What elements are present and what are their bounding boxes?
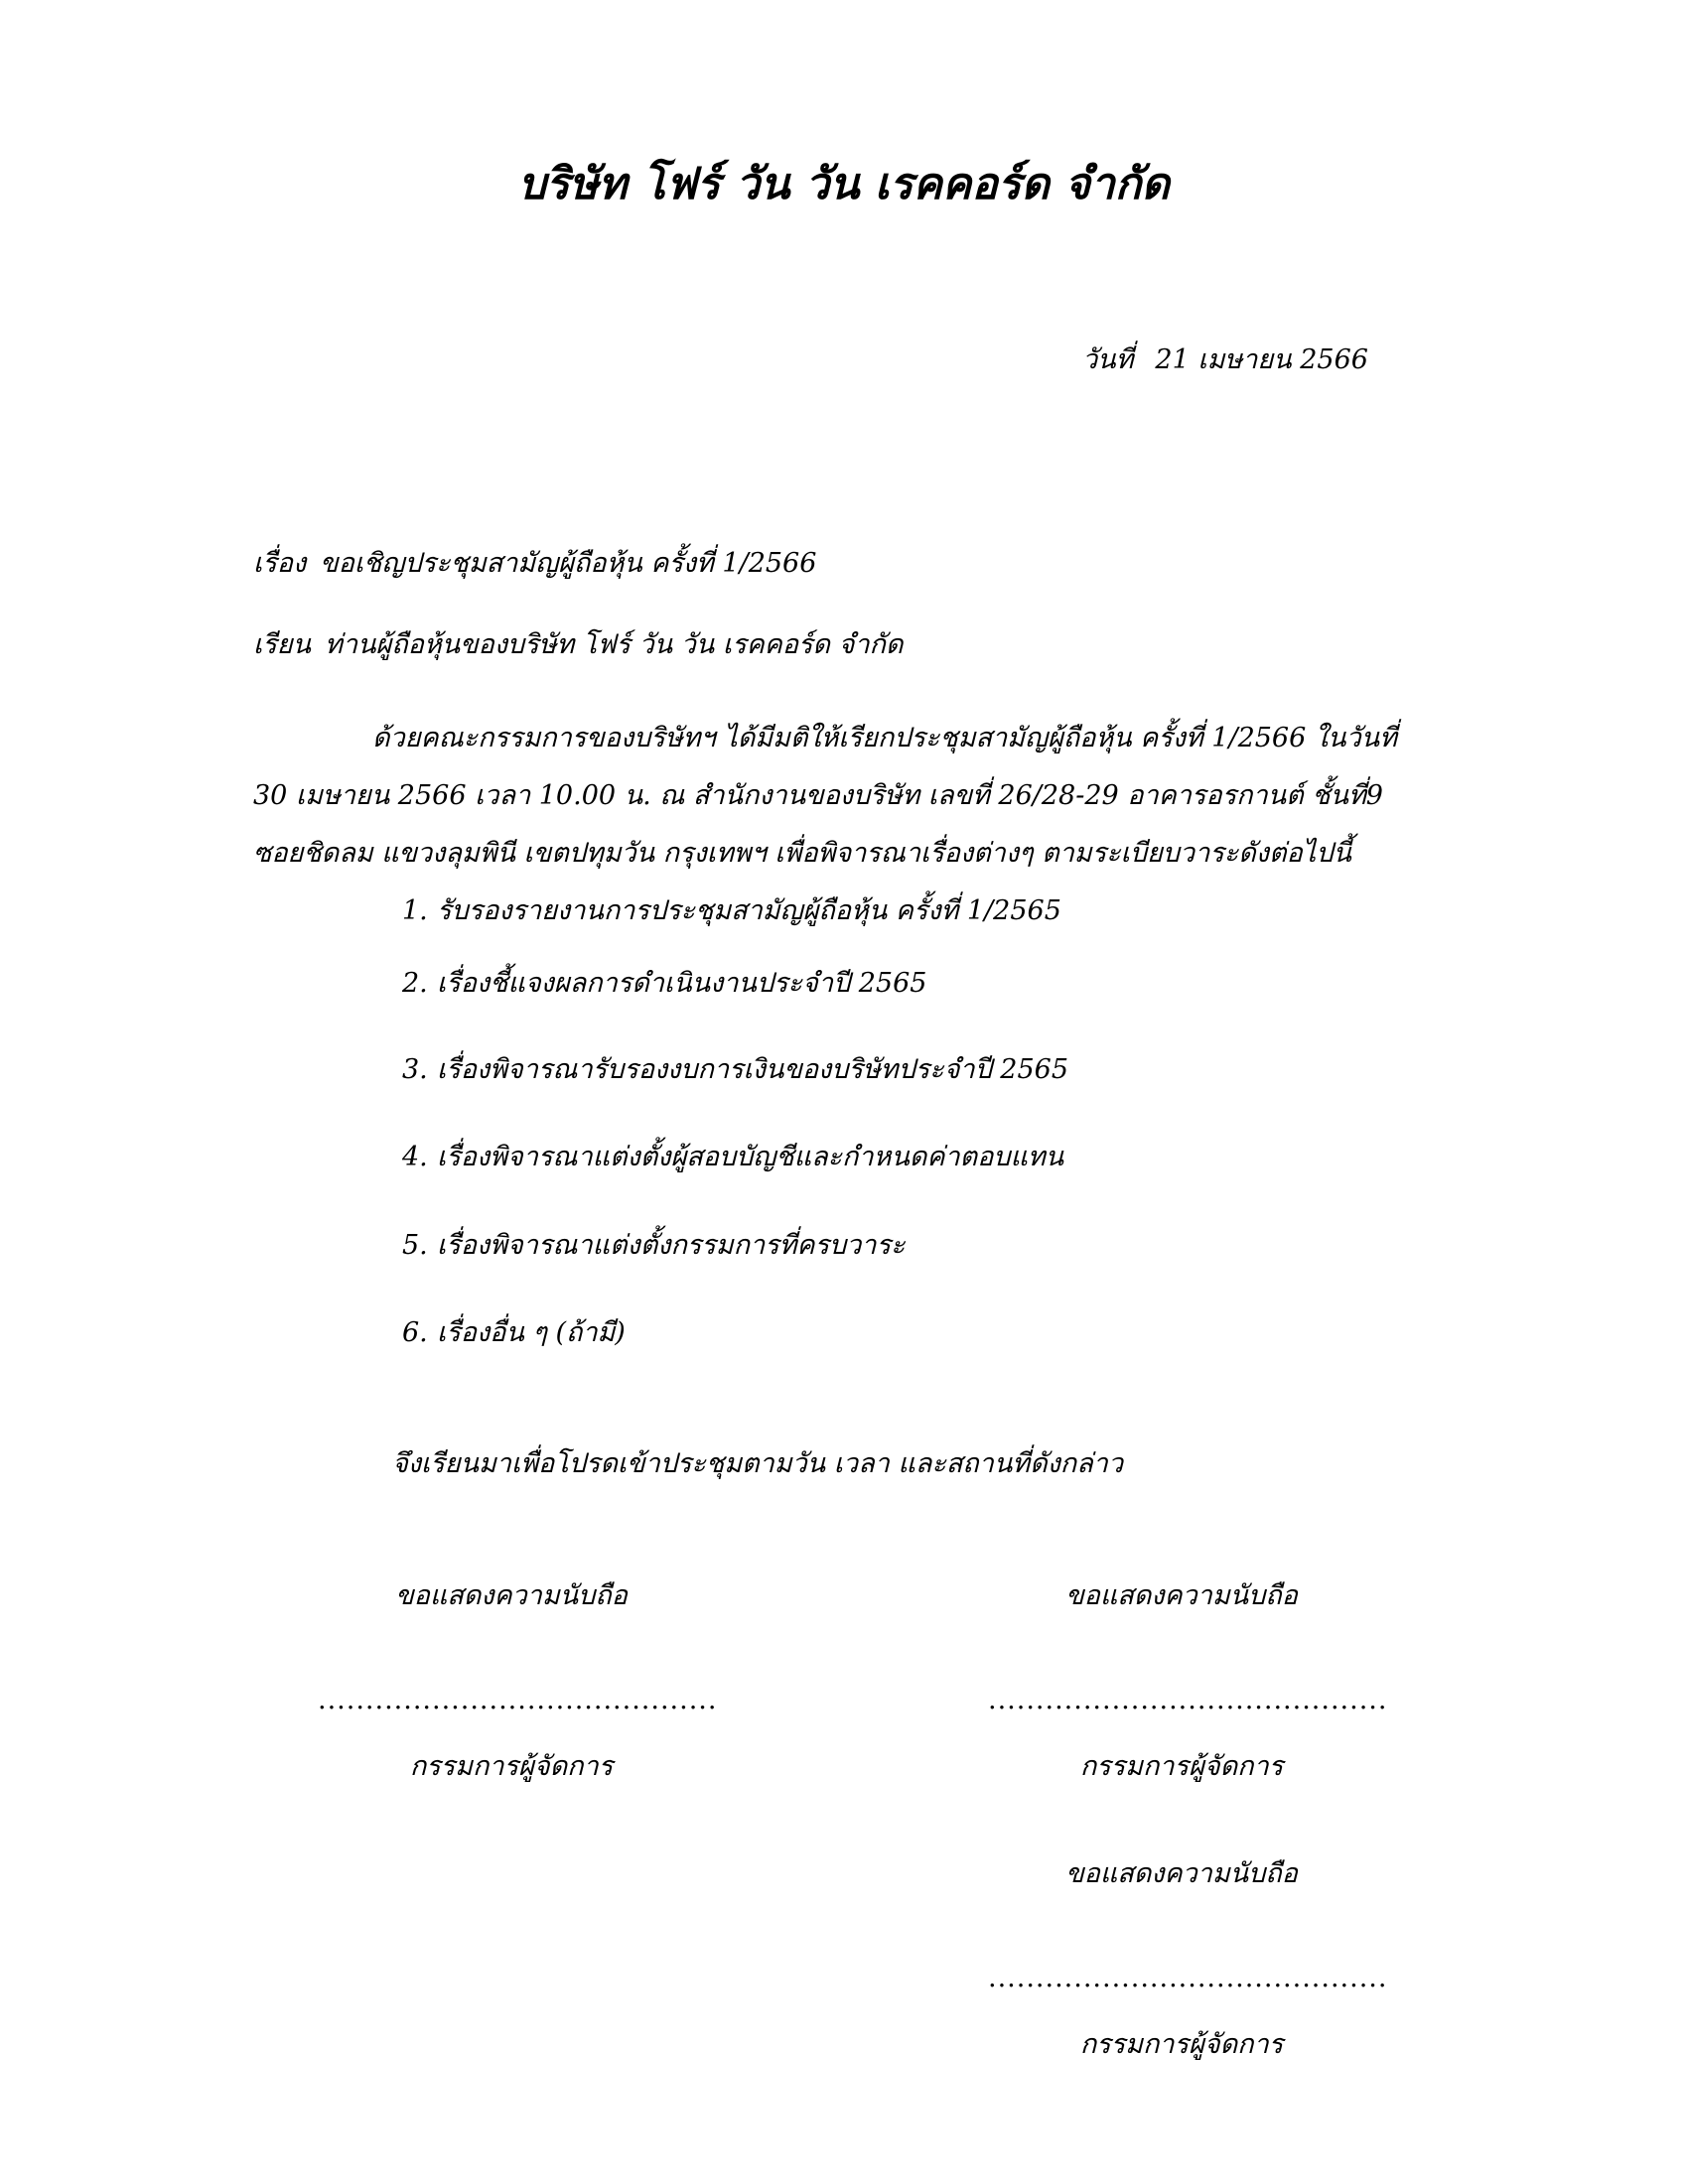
agenda-item-5 <box>402 1223 905 1266</box>
agenda-item-1 <box>402 888 1061 931</box>
signature-role: กรรมการผู้จัดการ <box>1079 2029 1284 2060</box>
agenda-number: 2. <box>402 968 428 999</box>
body-text: ด้วยคณะกรรมการของบริษัทฯ ได้มีมติให้เรียกประชุมสามัญผู้ถือหุ้น ครั้งที่ 1/2566 ในวันที่ 30 เมษายน 2566 เวลา 10.00 น. ณ สำนักงานของบริษัท เลขที่ 26/28-29 อาคารอรกานต์ ชั้นที่9 ซอยชิดลม แขวงลุมพินี เขตปทุมวัน กรุงเทพฯ เพื่อพิจารณาเรื่องต่างๆ ตามระเบียบวาระดังต่อไปนี้ <box>253 723 1397 869</box>
signature-role: กรรมการผู้จัดการ <box>1079 1751 1284 1782</box>
body-paragraph <box>253 710 1435 883</box>
agenda-number: 4. <box>402 1142 428 1172</box>
recipient-label: เรียน <box>253 629 312 660</box>
letter-date <box>1082 338 1368 380</box>
agenda-text: รับรองรายงานการประชุมสามัญผู้ถือหุ้น ครั้งที่ 1/2565 <box>437 895 1061 926</box>
agenda-text: เรื่องอื่น ๆ (ถ้ามี) <box>437 1317 626 1348</box>
subject-label: เรื่อง <box>253 548 307 579</box>
closing-line: จึงเรียนมาเพื่อโปรดเข้าประชุมตามวัน เวลา และสถานที่ดังกล่าว <box>392 1448 1124 1479</box>
company-title: บริษัท โฟร์ วัน วัน เรคคอร์ด จำกัด <box>517 159 1171 209</box>
agenda-item-6 <box>402 1310 626 1353</box>
signature-line: .......................................... <box>988 1963 1388 1993</box>
recipient-line <box>253 622 903 665</box>
signature-line: .......................................... <box>318 1685 718 1715</box>
agenda-number: 5. <box>402 1230 428 1261</box>
agenda-text: เรื่องพิจารณารับรองงบการเงินของบริษัทประจำปี 2565 <box>437 1054 1069 1085</box>
agenda-item-3 <box>402 1047 1068 1090</box>
subject-value: ขอเชิญประชุมสามัญผู้ถือหุ้น ครั้งที่ 1/2566 <box>320 548 817 579</box>
subject-line <box>253 541 816 584</box>
recipient-value: ท่านผู้ถือหุ้นของบริษัท โฟร์ วัน วัน เรคคอร์ด จำกัด <box>325 629 904 660</box>
signature-line: .......................................... <box>988 1685 1388 1715</box>
agenda-number: 6. <box>402 1317 428 1348</box>
date-label: วันที่ <box>1082 344 1134 375</box>
agenda-text: เรื่องพิจารณาแต่งตั้งกรรมการที่ครบวาระ <box>437 1230 906 1261</box>
signature-role: กรรมการผู้จัดการ <box>409 1751 614 1782</box>
signature-regards: ขอแสดงความนับถือ <box>395 1580 628 1611</box>
agenda-text: เรื่องชี้แจงผลการดำเนินงานประจำปี 2565 <box>437 968 927 999</box>
agenda-number: 1. <box>402 895 428 926</box>
date-value: 21 เมษายน 2566 <box>1155 344 1368 375</box>
agenda-item-2 <box>402 961 926 1004</box>
agenda-number: 3. <box>402 1054 428 1085</box>
agenda-text: เรื่องพิจารณาแต่งตั้งผู้สอบบัญชีและกำหนดค่าตอบแทน <box>437 1142 1064 1172</box>
agenda-item-4 <box>402 1135 1063 1177</box>
signature-regards: ขอแสดงความนับถือ <box>1065 1580 1298 1611</box>
signature-regards: ขอแสดงความนับถือ <box>1065 1858 1298 1889</box>
